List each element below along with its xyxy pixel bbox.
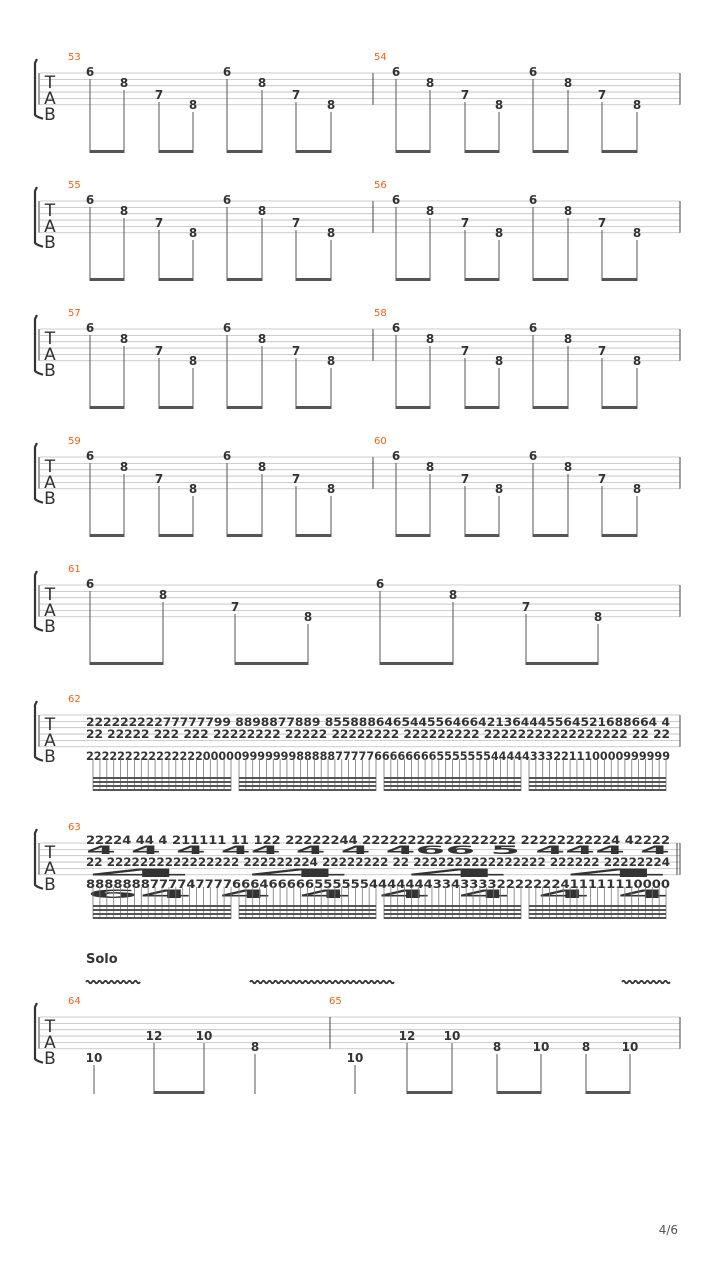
beam	[529, 777, 666, 779]
tab-system-solo	[35, 952, 680, 1094]
beam	[90, 534, 125, 537]
tab-system	[35, 436, 680, 537]
fret-number: 7	[291, 344, 301, 358]
fret-number: 6	[85, 193, 95, 207]
clef-t: T	[44, 715, 56, 735]
beam	[602, 150, 638, 153]
beam	[93, 909, 231, 911]
measure-number: 64	[68, 996, 81, 1007]
fret-number: 6	[391, 449, 401, 463]
measure-number: 58	[374, 308, 387, 319]
measure-number: 59	[68, 436, 81, 447]
beam	[529, 785, 666, 787]
clef-b: B	[44, 233, 56, 253]
fret-number: 6	[85, 577, 95, 591]
fret-number: 8	[188, 226, 198, 240]
beam	[227, 278, 263, 281]
fret-number: 8	[563, 76, 573, 90]
beam	[465, 278, 500, 281]
beam	[239, 785, 376, 787]
fret-number: 8	[188, 482, 198, 496]
fret-number: 8	[448, 588, 458, 602]
fret-number: 6	[391, 321, 401, 335]
beam	[407, 1091, 453, 1094]
fret-number: 8	[257, 332, 267, 346]
fret-number: 8	[632, 354, 642, 368]
clef-b: B	[44, 747, 56, 767]
dense-fret-line: 222222222222222000009999999888887777766666666555555544444333221110000999999	[86, 749, 670, 763]
clef-b: B	[44, 489, 56, 509]
beam	[239, 909, 376, 911]
clef-t: T	[44, 457, 56, 477]
clef-a: A	[44, 473, 56, 493]
beam	[296, 534, 332, 537]
fret-number: 7	[597, 472, 607, 486]
beam	[159, 150, 194, 153]
tab-system	[35, 52, 680, 153]
page-number: 4/6	[658, 1223, 678, 1237]
beam	[465, 406, 500, 409]
clef-a: A	[44, 731, 56, 751]
beam	[384, 917, 521, 919]
beam	[533, 534, 569, 537]
fret-number: 7	[291, 88, 301, 102]
fret-number: 8	[188, 98, 198, 112]
fret-number: 8	[425, 76, 435, 90]
fret-number: 7	[460, 472, 470, 486]
fret-number: 12	[398, 1029, 416, 1043]
dense-fret-line: 22222222277777799 8898877889 855888646544556466421364445564521688664 4	[86, 715, 670, 729]
fret-number: 8	[494, 354, 504, 368]
fret-number: 7	[154, 88, 164, 102]
fret-number: 8	[188, 354, 198, 368]
fret-number: 6	[528, 321, 538, 335]
clef-a: A	[44, 89, 56, 109]
solo-label: Solo	[86, 952, 118, 967]
beam	[396, 534, 431, 537]
vibrato-mark	[622, 981, 670, 984]
beam	[93, 917, 231, 919]
fret-number: 8	[326, 482, 336, 496]
clef-t: T	[44, 843, 56, 863]
beam	[526, 662, 599, 665]
fret-number: 8	[257, 460, 267, 474]
beam	[529, 913, 666, 915]
fret-number: 8	[119, 332, 129, 346]
measure-number: 62	[68, 694, 81, 705]
beam	[384, 785, 521, 787]
measure-number: 60	[374, 436, 387, 447]
fret-number: 8	[632, 98, 642, 112]
beam	[93, 913, 231, 915]
beam	[235, 662, 309, 665]
beam	[159, 534, 194, 537]
fret-number: 7	[154, 472, 164, 486]
fret-number: 8	[563, 460, 573, 474]
fret-number: 6	[375, 577, 385, 591]
fret-number: 10	[195, 1029, 213, 1043]
beam	[296, 406, 332, 409]
beam	[384, 905, 521, 907]
fret-number: 8	[581, 1040, 591, 1054]
fret-number: 10	[621, 1040, 639, 1054]
clef-t: T	[44, 1017, 56, 1037]
fret-number: 6	[222, 193, 232, 207]
tab-system-dense	[35, 822, 680, 919]
dense-fret-line: 4 4 4 4	[86, 866, 670, 880]
beam	[159, 406, 194, 409]
fret-number: 6	[85, 449, 95, 463]
fret-number: 6	[222, 65, 232, 79]
tab-system	[35, 180, 680, 281]
fret-number: 8	[326, 354, 336, 368]
beam	[227, 150, 263, 153]
dense-fret-line: 22 2222222222222222 222222224 22222222 22 2222222222222222 222222 22222224	[86, 855, 670, 869]
beam	[384, 909, 521, 911]
measure-number: 55	[68, 180, 81, 191]
clef-t: T	[44, 201, 56, 221]
beam	[533, 150, 569, 153]
beam	[533, 278, 569, 281]
fret-number: 6	[85, 321, 95, 335]
beam	[93, 789, 231, 791]
clef-b: B	[44, 1049, 56, 1069]
measure-number: 63	[68, 822, 81, 833]
clef-b: B	[44, 617, 56, 637]
beam	[90, 662, 164, 665]
fret-number: 7	[460, 344, 470, 358]
fret-number: 6	[528, 449, 538, 463]
dense-fret-line: 22224 44 4 211111 11 122 22222244 22222222222222222 22222222224 42222	[86, 833, 670, 847]
beam	[154, 1091, 205, 1094]
beam	[384, 789, 521, 791]
fret-number: 7	[460, 216, 470, 230]
fret-number: 7	[597, 216, 607, 230]
vibrato-mark	[250, 981, 394, 984]
tab-system-dense	[35, 694, 680, 791]
fret-number: 8	[632, 226, 642, 240]
beam	[396, 150, 431, 153]
fret-number: 8	[494, 226, 504, 240]
beam	[239, 905, 376, 907]
beam	[380, 662, 454, 665]
fret-number: 8	[632, 482, 642, 496]
solo-system	[35, 952, 680, 1094]
fret-number: 10	[85, 1051, 103, 1065]
fret-number: 8	[425, 204, 435, 218]
beam	[239, 789, 376, 791]
clef-b: B	[44, 105, 56, 125]
measure-number: 65	[329, 996, 342, 1007]
fret-number: 6	[85, 65, 95, 79]
beam	[586, 1091, 631, 1094]
measure-number: 57	[68, 308, 81, 319]
fret-number: 6	[222, 321, 232, 335]
beam	[296, 150, 332, 153]
beam	[602, 406, 638, 409]
tab-rows	[35, 52, 680, 665]
fret-number: 7	[460, 88, 470, 102]
fret-number: 7	[521, 600, 531, 614]
dense-tab-rows	[35, 694, 680, 919]
tab-system	[35, 308, 680, 409]
fret-number: 6	[222, 449, 232, 463]
fret-number: 10	[443, 1029, 461, 1043]
beam	[227, 534, 263, 537]
beam	[529, 789, 666, 791]
fret-number: 8	[494, 98, 504, 112]
fret-number: 8	[326, 98, 336, 112]
fret-number: 7	[597, 88, 607, 102]
beam	[239, 917, 376, 919]
beam	[465, 534, 500, 537]
dense-fret-line: 22 22222 222 222 22222222 22222 22222222 222222222 22222222222222222 22 22	[86, 727, 670, 741]
beam	[384, 781, 521, 783]
dense-fret-line: 4 4 4 44 4 4 466 5 444 4	[86, 843, 670, 857]
beam	[384, 913, 521, 915]
beam	[239, 781, 376, 783]
fret-number: 8	[425, 460, 435, 474]
tab-system	[35, 564, 680, 665]
beam	[602, 278, 638, 281]
fret-number: 6	[528, 65, 538, 79]
beam	[497, 1091, 542, 1094]
fret-number: 8	[563, 332, 573, 346]
fret-number: 8	[563, 204, 573, 218]
fret-number: 6	[391, 193, 401, 207]
fret-number: 7	[154, 216, 164, 230]
clef-a: A	[44, 217, 56, 237]
dense-fret-line: 8888888777747777666466666555555444444433433332222222411111110000	[86, 877, 670, 891]
beam	[90, 150, 125, 153]
fret-number: 10	[346, 1051, 364, 1065]
fret-number: 8	[257, 204, 267, 218]
beam	[602, 534, 638, 537]
fret-number: 8	[119, 204, 129, 218]
beam	[396, 406, 431, 409]
measure-number: 53	[68, 52, 81, 63]
measure-number: 54	[374, 52, 387, 63]
fret-number: 8	[250, 1040, 260, 1054]
beam	[93, 905, 231, 907]
clef-b: B	[44, 361, 56, 381]
measure-number: 56	[374, 180, 387, 191]
beam	[384, 777, 521, 779]
fret-number: 8	[494, 482, 504, 496]
fret-number: 8	[492, 1040, 502, 1054]
fret-number: 8	[257, 76, 267, 90]
fret-number: 7	[291, 216, 301, 230]
fret-number: 8	[593, 610, 603, 624]
clef-b: B	[44, 875, 56, 895]
beam	[465, 150, 500, 153]
dense-fret-line: 64 4 4 4 4 4 4	[86, 887, 670, 901]
fret-number: 8	[425, 332, 435, 346]
beam	[93, 781, 231, 783]
fret-number: 7	[154, 344, 164, 358]
clef-a: A	[44, 601, 56, 621]
clef-t: T	[44, 329, 56, 349]
beam	[529, 917, 666, 919]
beam	[529, 905, 666, 907]
fret-number: 7	[291, 472, 301, 486]
beam	[529, 909, 666, 911]
vibrato-mark	[86, 981, 140, 984]
fret-number: 8	[119, 76, 129, 90]
beam	[396, 278, 431, 281]
fret-number: 6	[528, 193, 538, 207]
clef-t: T	[44, 585, 56, 605]
clef-a: A	[44, 345, 56, 365]
beam	[239, 913, 376, 915]
fret-number: 8	[158, 588, 168, 602]
fret-number: 8	[303, 610, 313, 624]
fret-number: 10	[532, 1040, 550, 1054]
fret-number: 7	[230, 600, 240, 614]
fret-number: 12	[145, 1029, 163, 1043]
fret-number: 7	[597, 344, 607, 358]
beam	[159, 278, 194, 281]
beam	[90, 406, 125, 409]
beam	[239, 777, 376, 779]
fret-number: 8	[326, 226, 336, 240]
beam	[227, 406, 263, 409]
clef-a: A	[44, 1033, 56, 1053]
measure-number: 61	[68, 564, 81, 575]
fret-number: 8	[119, 460, 129, 474]
beam	[533, 406, 569, 409]
beam	[296, 278, 332, 281]
beam	[529, 781, 666, 783]
beam	[93, 785, 231, 787]
clef-t: T	[44, 73, 56, 93]
beam	[90, 278, 125, 281]
clef-a: A	[44, 859, 56, 879]
beam	[93, 777, 231, 779]
fret-number: 6	[391, 65, 401, 79]
